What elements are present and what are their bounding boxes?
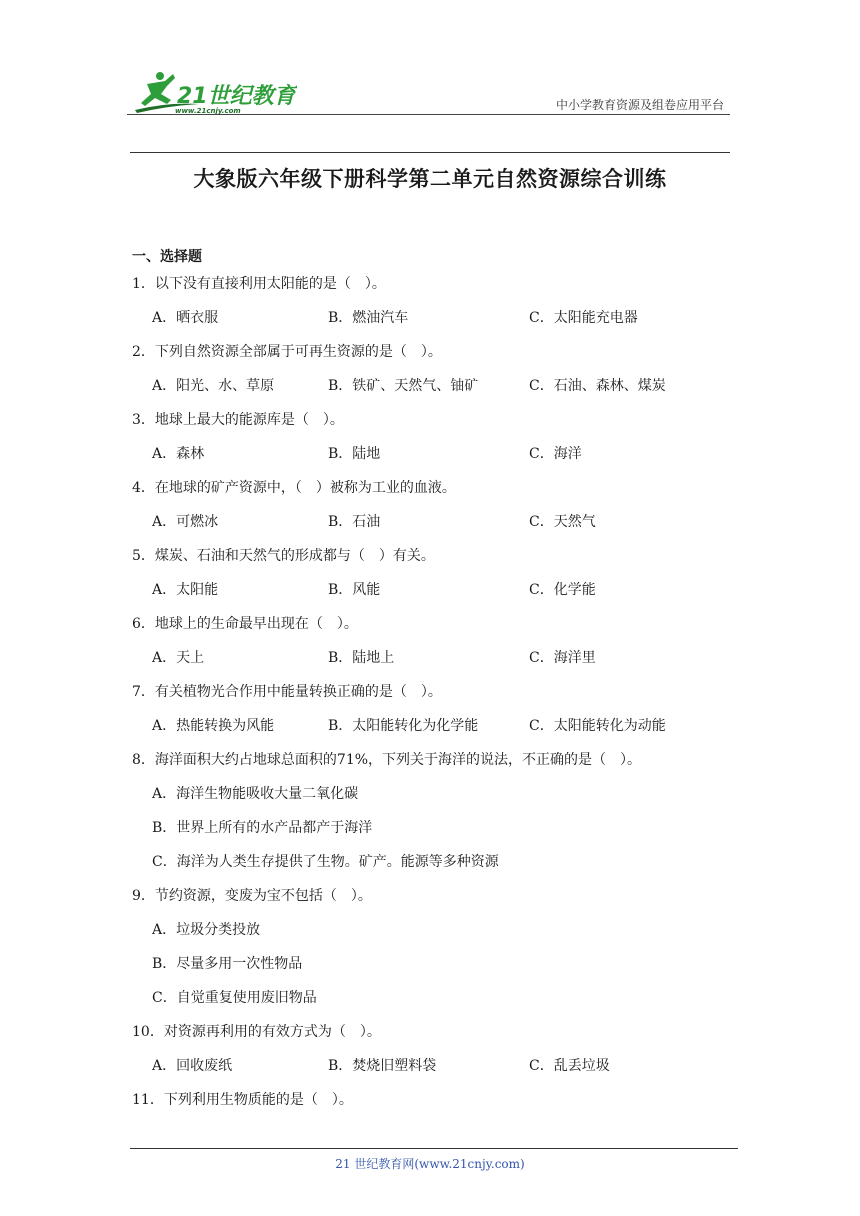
platform-tagline: 中小学教育资源及组卷应用平台: [555, 98, 724, 112]
answer-option[interactable]: C．海洋为人类生存提供了生物。矿产。能源等多种资源: [152, 854, 499, 870]
option-row: [132, 444, 732, 464]
answer-option[interactable]: C．自觉重复使用废旧物品: [152, 990, 317, 1006]
question-stem: 2．下列自然资源全部属于可再生资源的是（ ）。: [132, 344, 442, 360]
answer-option[interactable]: C．海洋里: [529, 650, 596, 666]
question-stem: 10．对资源再利用的有效方式为（ ）。: [132, 1024, 381, 1040]
answer-option[interactable]: A．阳光、水、草原: [152, 378, 275, 394]
option-row: [132, 512, 732, 532]
answer-option[interactable]: B．铁矿、天然气、铀矿: [328, 378, 479, 394]
option-row: [132, 648, 732, 668]
page-header: [127, 66, 730, 116]
answer-option[interactable]: A．海洋生物能吸收大量二氧化碳: [152, 786, 359, 802]
answer-option[interactable]: A．可燃冰: [152, 514, 219, 530]
answer-option[interactable]: A．回收废纸: [152, 1058, 233, 1074]
answer-option[interactable]: B．世界上所有的水产品都产于海洋: [152, 820, 373, 836]
answer-option[interactable]: B．尽量多用一次性物品: [152, 956, 303, 972]
question-list: [132, 274, 732, 1124]
question-stem: 11．下列利用生物质能的是（ ）。: [132, 1092, 353, 1108]
answer-option[interactable]: B．焚烧旧塑料袋: [328, 1058, 437, 1074]
title-divider: [130, 152, 730, 153]
question-stem: 3．地球上最大的能源库是（ ）。: [132, 412, 344, 428]
answer-option[interactable]: C．天然气: [529, 514, 596, 530]
question-stem: 9．节约资源，变废为宝不包括（ ）。: [132, 888, 372, 904]
answer-option[interactable]: B．陆地上: [328, 650, 395, 666]
option-row: [132, 1056, 732, 1076]
option-row: [132, 580, 732, 600]
answer-option[interactable]: B．石油: [328, 514, 381, 530]
21cnjy-logo-icon: [127, 70, 297, 114]
svg-text:21世纪教育: 21世纪教育: [177, 84, 296, 109]
answer-option[interactable]: C．太阳能转化为动能: [529, 718, 666, 734]
answer-option[interactable]: C．石油、森林、煤炭: [529, 378, 666, 394]
footer-link[interactable]: 21 世纪教育网(www.21cnjy.com): [335, 1157, 525, 1171]
answer-option[interactable]: B．燃油汽车: [328, 310, 409, 326]
question-stem: 4．在地球的矿产资源中，（ ）被称为工业的血液。: [132, 480, 456, 496]
question-stem: 7．有关植物光合作用中能量转换正确的是（ ）。: [132, 684, 442, 700]
question-stem: 1．以下没有直接利用太阳能的是（ ）。: [132, 276, 386, 292]
option-row: [132, 376, 732, 396]
question-stem: 8．海洋面积大约占地球总面积的71%，下列关于海洋的说法，不正确的是（ ）。: [132, 752, 642, 768]
answer-option[interactable]: C．乱丢垃圾: [529, 1058, 610, 1074]
option-row: [132, 716, 732, 736]
question-stem: 5．煤炭、石油和天然气的形成都与（ ）有关。: [132, 548, 435, 564]
svg-text:www.21cnjy.com: www.21cnjy.com: [175, 107, 241, 114]
answer-option[interactable]: C．太阳能充电器: [529, 310, 638, 326]
answer-option[interactable]: A．森林: [152, 446, 205, 462]
header-divider: [127, 114, 730, 115]
document-title: 大象版六年级下册科学第二单元自然资源综合训练: [193, 167, 667, 191]
answer-option[interactable]: B．太阳能转化为化学能: [328, 718, 479, 734]
answer-option[interactable]: A．天上: [152, 650, 205, 666]
section-heading: 一、选择题: [132, 249, 202, 265]
answer-option[interactable]: B．风能: [328, 582, 381, 598]
answer-option[interactable]: A．太阳能: [152, 582, 219, 598]
answer-option[interactable]: A．晒衣服: [152, 310, 219, 326]
answer-option[interactable]: B．陆地: [328, 446, 381, 462]
option-row: [132, 308, 732, 328]
answer-option[interactable]: A．热能转换为风能: [152, 718, 275, 734]
answer-option[interactable]: C．化学能: [529, 582, 596, 598]
footer-divider: [130, 1148, 738, 1149]
answer-option[interactable]: C．海洋: [529, 446, 582, 462]
answer-option[interactable]: A．垃圾分类投放: [152, 922, 261, 938]
question-stem: 6．地球上的生命最早出现在（ ）。: [132, 616, 358, 632]
